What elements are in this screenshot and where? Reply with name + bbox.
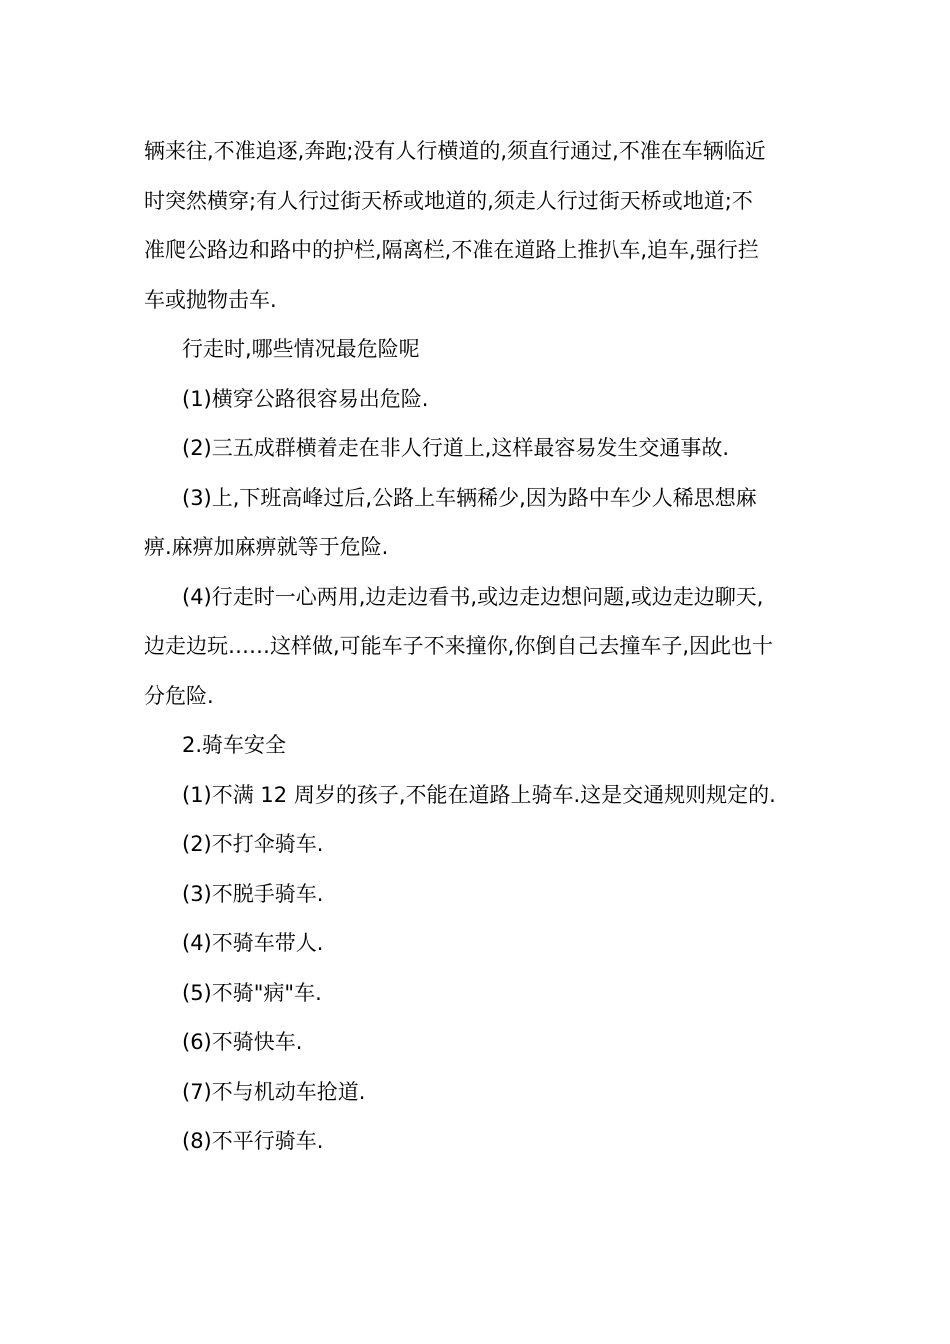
text-line: 准爬公路边和路中的护栏,隔离栏,不准在道路上推扒车,追车,强行拦 <box>144 238 759 262</box>
list-item: (2)不打伞骑车. <box>182 832 324 856</box>
text-line: (4)行走时一心两用,边走边看书,或边走边想问题,或边走边聊天, <box>182 584 764 609</box>
list-item <box>144 573 806 722</box>
list-item: (2)三五成群横着走在非人行道上,这样最容易发生交通事故. <box>182 436 730 460</box>
document-body <box>144 127 806 1167</box>
list-item: (5)不骑"病"车. <box>182 980 322 1005</box>
text-line: 边走边玩……这样做,可能车子不来撞你,你倒自己去撞车子,因此也十 <box>144 634 774 658</box>
section-heading-cycling-safety: 2.骑车安全 <box>182 733 287 757</box>
text-line: 车或抛物击车. <box>144 287 277 312</box>
list-item: (1)横穿公路很容易出危险. <box>182 386 429 411</box>
heading-walking-dangers: 行走时,哪些情况最危险呢 <box>182 337 420 361</box>
list-item: (7)不与机动车抢道. <box>182 1079 366 1104</box>
text-line: 时突然横穿;有人行过街天桥或地道的,须走人行过街天桥或地道;不 <box>144 188 753 213</box>
text-line: (3)上,下班高峰过后,公路上车辆稀少,因为路中车少人稀思想麻 <box>182 485 757 510</box>
list-item: (3)不脱手骑车. <box>182 881 324 906</box>
text-line: 分危险. <box>144 683 214 708</box>
list-item: (1)不满 12 周岁的孩子,不能在道路上骑车.这是交通规则规定的. <box>182 782 776 807</box>
text-line: 辆来往,不准追逐,奔跑;没有人行横道的,须直行通过,不准在车辆临近 <box>144 139 766 163</box>
paragraph-pedestrian-rules <box>144 127 806 325</box>
list-item: (6)不骑快车. <box>182 1030 303 1054</box>
list-item: (8)不平行骑车. <box>182 1129 324 1153</box>
list-item <box>144 474 806 573</box>
list-item: (4)不骑车带人. <box>182 931 324 955</box>
text-line: 痹.麻痹加麻痹就等于危险. <box>144 535 389 559</box>
